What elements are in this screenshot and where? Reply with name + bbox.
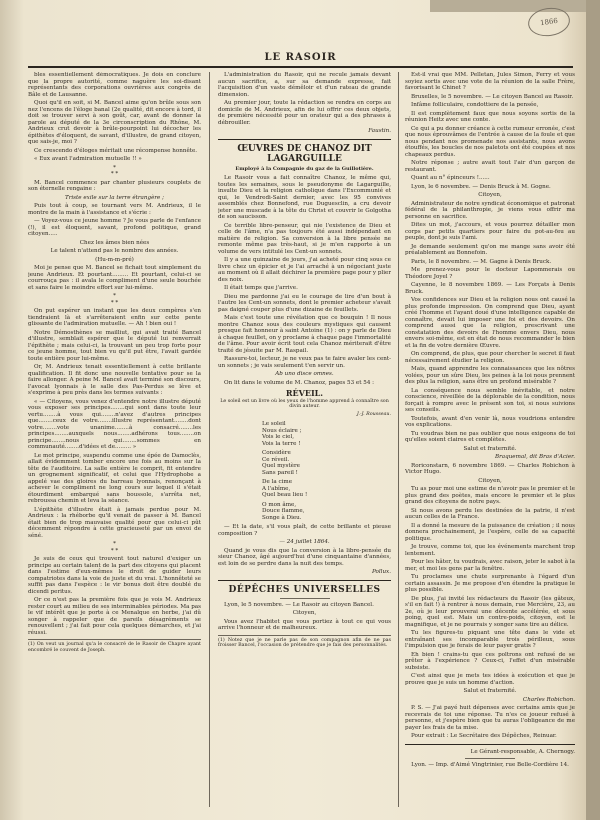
paragraph: « — Citoyens, vous venez d'entendre notre illustre député vous exposer ses principes........qui sont dans toute leur vertu........à vous qui........n'avez d'autres principes que........ceux de votre........illustre représentant........dont votre........vote unanime........à consacré........les principes........auxquels nous........adhérons tous........on principe........nous qui........sommes en communauté........d'idées et de......... » [28,398,201,450]
section-rule [218,580,391,581]
paragraph: Je trouve, comme toi, que les événements marchent trop lentement. [405,544,575,557]
article-title: ŒUVRES DE CHANOZ DIT LAGARGUILLE [237,143,372,164]
section-rule [405,744,575,745]
quote-attribution: (Hu-m-m-pré) [95,256,134,263]
paragraph: On lit dans le volume de M. Chanoz, pages 53 et 54 : [224,379,375,386]
paragraph: Mais c'est toute une révélation que ce bouquin ! Il nous montre Chanoz sous des couleurs mystiques qui causent presque fait honneur à saint Antoine (1) : on y parle de Dieu à chaque feuillet, on y proclame à chaque page l'immortalité de l'âme. Pour avoir écrit tout cela Chanoz mériterait d'être traité de jésuite par M. Raspail. [218,315,391,354]
poem-title: RÉVEIL. [285,388,324,398]
poem-line: A l'abîme, [262,485,291,492]
paragraph: Eh bien ! crains-tu que ces poltrons ont refusé de se prêter à l'expérience ? Ceux-ci, l'effet d'un misérable subsiste. [405,651,575,671]
signature: Faustin. [368,128,391,134]
paragraph: Il y a une quinzaine de jours, j'ai acheté pour cinq sous ce livre chez un épicier et je l'ai arraché à un négociant juste au moment où il allait déchirer la première page pour y plier des noix. [218,257,391,283]
paragraph: Tu voudras bien ne pas oublier que nous exigeons de toi qu'elles soient claires et complètes. [405,430,575,443]
paragraph: Quoi qu'il en soit, si M. Bancel aime qu'on brûle sous son nez l'encens de l'éloge banal (2e qualité, dit encore à tord, il doit se trouver servi à son goût, car, avant de donner la parole au député de la 3e circonscription du Rhône, M. Andrieux crut devoir à brûle-pourpoint lui décocher les épithètes d'éloquent, de savant, d'illustre, de grand citoyen, que sais-je, moi ? [28,100,201,145]
latin-quote: Ab uno disce omnes. [275,371,334,377]
paragraph: — Et la date, s'il vous plaît, de cette brillante et pieuse composition ? [218,524,391,537]
page-top-edge [430,0,600,12]
paragraph: M. Bancel commence par chanter plusieurs couplets de son éternelle rengaine : [28,179,201,192]
signature: Pollux. [371,569,391,576]
paragraph: Si nous avons perdu les destinées de la patrie, il n'est aucun celles de la France. [405,507,575,520]
paragraph: P. S. — J'ai payé huit dépenses avec certains amis que je recevrais de toi une réponse. Tu n'es ce joueur refusé à personne, et j'espère bien que tu auras l'obligeance de me payer les frais de ta mise. [405,705,575,731]
closing: Salut et fraternité. [463,688,517,694]
closing: Salut et fraternité. [463,445,517,452]
column-left [28,72,201,812]
masthead-title: LE RASOIR [264,52,337,63]
poem-line: Vois le ciel, [262,434,295,441]
printer-line: Lyon. — Imp. d'Aimé Vingtrinier, rue Belle-Cordière 14. [411,762,569,768]
paragraph: Me prenez-vous pour le docteur Lapommerais ou Théodore Joyel ? [405,267,575,280]
paragraph: Vos confidences sur Dieu et la religion nous ont causé la plus profonde impression. On comprend que Dieu, ayant créé l'homme et l'ayant doué d'une intelligence capable de connaître, devait lui imposer une foi et des devoirs. On comprend aussi que la religion, prescrivant une constatation des devoirs de l'homme envers Dieu, nous envers soi-même, est en état de nous recommander le bien et la fin de votre dernière Œuvre. [405,297,575,349]
poem-line: Sans pareil ! [262,469,298,476]
poem-line: Ce réveil. [262,456,290,463]
paragraph: Administrateur de notre syndicat économique et patronat fédéral de la philanthropie, je viens vous offrir ma personne en sacrifice. [405,200,575,220]
paragraph: Or ce n'est pas la première fois que je vois M. Andrieux rester court au milieu de ses interminables périodes. Ma pas le vif intérêt que je porte à ce Menalque en herbe, j'ai dû songer à rappeler que de pareils désagréments se renouvellent ; j'ai fait pour cela quelques démarches, et j'ai réussi. [28,597,201,636]
footer-rule [465,758,515,759]
article-subtitle: Employé à la Compagnie du gaz de la Guillotière. [235,165,374,172]
dispatch-heading: Lyon, le 6 novembre. — Denis Bruck à M. Gogne. [411,183,551,190]
poem-line: Quel mystère [262,463,300,470]
quote-line: Triste exile sur la terre étrangère ; [64,194,165,201]
signature: Charles Robichon. [522,696,575,703]
paragraph: Pour extrait : Le Secrétaire des Dépêches, Reinuar. [411,733,557,739]
dispatch-heading: Paris, le 8 novembre. — M. Gagne à Denis Bruck. [411,258,552,265]
poem-line: Vois la terre ! [262,440,301,447]
poem-stanza [262,502,391,522]
dispatch-heading: Lyon, le 5 novembre. — Le Rasoir au citoyen Bancel. [224,601,374,608]
poem-epigraph: Le soleil est un livre où les yeux de l'homme apprend à connaître son divin auteur. [220,398,389,410]
paragraph: Tu proclames une chute surprenante à l'égard d'un certain assassin. Je me propose d'en étendre la pratique le plus possible. [405,574,575,593]
paragraph: De plus, j'ai invité les rédacteurs du Rasoir (les gâteux, s'il en fait !) à rentrer à nous demain, rue Mercière, 23, au 2e, où je leur prouverai une décente accélérée, et sous poing, quel est. Mais un contre-poids, citoyen, est le magnifique, et je ne pourrais y songer sans tire au délice. [405,595,575,628]
paragraph: Pour les hâter, tu voudrais, avec raison, jeter le sabot à la mer, et moi les gens par la fenêtre. [405,559,575,572]
section-rule [218,139,391,140]
footnote: (1) Notez que je ne parle pas de son compagnon afin de ne pas froisser Bancel, l'occasion de prétendre que je fais des personnalités. [218,635,391,649]
paragraph: Moi je pense que M. Bancel se fichait tout simplement du jeune Andrieux. Et pourtant......... Et pourtant, celui-ci se courrouça pas : il avala le compliment d'une seule bouchée et sans faire le moindre effort sur lui-même. [28,265,201,291]
paragraph: La conséquence nous semble inévitable, et notre conscience, réveillée de la déplorable de la condition, nous forçait à rompre avec le présent son toi, si nous suivions ses conseils. [405,387,575,413]
quote-line: Le talent n'attend pas le nombre des années. [50,248,179,254]
dispatch-heading: Bruxelles, le 5 novembre. — Le citoyen Bancel au Rasoir. [411,93,574,100]
dispatch-heading: Cayenne, le 8 novembre 1869. — Les Forçats à Denis Bruck. [405,282,575,295]
masthead-rule [28,66,573,68]
paragraph: Il a donné la mesure de la puissance de création ; il nous donnera prochainement, je l'espère, celle de sa capacité politique. [405,522,575,542]
paragraph: Le mot principe, suspendu comme une épée de Damoclès, allait évidemment tomber encore une fois au moins sur la tête de l'auditoire. La salle entière le comprit, fit entendre un grognement significatif, et celui que l'Hydrophobe a appelé vae des gloires du barreau lyonnais, renonçant à achever le compliment ne long cours sur lequel il s'était étourdiment embarqué sans boussole, s'arrêta net, rebroussa chemin et leva la séance. [28,452,201,504]
poem-line: Nous éclaire ; [262,427,302,434]
paragraph: Au premier jour, toute la rédaction se rendra en corps au domicile de M. Andrieux, afin de lui offrir ces deux objets, de première nécessité pour un orateur qui a des phrases à débrouiller. [218,100,391,126]
paragraph: Mais, quand apprendre les connaissances que les nôtres volées, pour un sûre Dieu, les peines à la loi nous prennent des plus la religion, sans être un profond misérable ? [405,366,575,385]
paragraph: On comprend, de plus, que pour chercher le secret il faut nécessairement étudier la religion. [405,351,575,364]
poem-line: Quel beau lieu ! [262,492,308,499]
paragraph: bles essentiellement démocratiques. Je dois en conclure que la propre autorité, comme naguère les soi-disant représentants des corporations ouvrières aux congrès de Bâle et de Lausanne. [28,72,201,98]
column-divider [209,72,210,807]
paragraph: Je demande seulement qu'on me mange sans avoir été préalablement au Bonnefoin. [405,243,575,256]
paragraph: Toutefois, avant d'en venir là, nous voudrions entendre vos explications. [405,415,575,428]
paragraph: — Voyez-vous ce jeune homme ? Je vous parle de l'enfance (!), il est éloquent, savant, profond politique, grand citoyen..... [28,218,201,237]
paragraph: C'est ainsi que je mets tes idées à exécution et que je prouve que je suis un homme d'action. [405,673,575,686]
epigraph-signature: J.-J. Rousseau. [356,411,391,417]
paragraph: Il était temps que j'arrive. [224,285,298,291]
paragraph: Notre réponse ; autre avait tout l'air d'un garçon de restaurant. [405,160,575,173]
salutation: Citoyen, [478,477,502,484]
dispatch-heading: Roriconstarn, 6 novembre 1869. — Charles Robichon à Victor Hugo. [405,462,575,475]
footnote: (1) On veut un journal qu'a le consacré de le Rasoir de Chapre ayant encombré le couvent de Joseph. [28,639,201,653]
paragraph: Est-il vrai que MM. Pelletan, Jules Simon, Ferry et vous soyiez sortis avec une vote de la réunion de la salle Frère, favorisant le Chinet ? [405,72,575,91]
library-stamp: 1866 [526,5,571,39]
separator-star: * * * [110,541,119,554]
paragraph: Le Rasoir vous a fait connaître Chanoz, le même qui, toutes les semaines, sous le pseudonyme de Lagarguille, insulte Dieu et la religion catholique dans l'Excommunié et qui, le Vendredi-Saint dernier, avec les 95 convives assemblés chez Bonnefond, rue Duguesclin, a cru devoir jeter une muscade à la tête du Christ et couvrir le Golgotha de son saucisson. [218,175,391,220]
signature: Braquemal, dit Bras d'Acier. [495,454,575,460]
paragraph: Ce qui a pu donner créance à cette rumeur erronée, c'est que nous éprouvâmes de l'entrée à cause de la foule et que nous pendant nos promenade nos assistants, nous avons étouffés, les boucles de nos paletots ont été coupées et nos chapeaux perdus. [405,125,575,158]
poem-stanza [262,479,391,499]
column-divider [398,72,399,807]
paragraph: Rassure-toi, lecteur, je ne veux pas te faire avaler les cent-un sonnets ; je vais seulement t'en servir un. [218,356,391,369]
paragraph: Tu les figures-tu piquant une tête dans le vide et entraînant ses incomparable trois périlleux, sous l'impulsion que je ferais de leur payer gratis ? [405,630,575,649]
paragraph: L'administration du Rasoir, qui ne recule jamais devant aucun sacrifice, a, sur sa demande expresse, fait l'acquisition d'un vaste démêloir et d'un rateau de grande dimension. [218,72,391,98]
paragraph: Dieu me pardonne j'ai eu le courage de lire d'un bout à l'autre les Cent-un sonnets, dont le premier acheteur s'avait pas daigné couper plus d'une dizaine de feuillets. [218,293,391,313]
separator-star: * * * [110,293,119,306]
salutation: Citoyen, [478,192,502,198]
paragraph: Je suis de ceux qui trouvent tout naturel d'exiger un principe au certain talent de la part des citoyens qui placent dans l'estime d'eux-mêmes le droit de guider leurs compatriotes dans la voie de juste et du vrai. L'honnêteté se suffit pas dans l'espèce : le vir bonus doit être doublé du dicendi peritus. [28,556,201,595]
salutation: Citoyen, [292,610,317,617]
paragraph: Ce crescendo d'éloges méritait une récompense honnête. [34,147,198,154]
section-title: DÉPÊCHES UNIVERSELLES [228,584,381,595]
poem-stanza [262,450,391,476]
poem-date: — 24 juillet 1864. [279,539,330,546]
paragraph: Or, M. Andrieux tenait essentiellement à cette brillante qualification. Il fit donc une nouvelle tentative pour se la faire allonger. A peine M. Bancel avait terminé son discours, l'avocat lyonnais à le salle des Pas-Perdus se lève et s'exprime à peu près dans les termes suivants : [28,364,201,396]
paragraph: Ce terrible libre-penseur, qui nie l'existence de Dieu et celle de l'âme, n'a pas toujours été aussi indépendant en matière de religion. Sa conversion à la libre pensée ne remonte même pas très-haut, si je m'en rapporte à un volume de vers intitulé les Cent-un sonnets. [218,222,391,255]
poem-line: Considère [262,450,291,457]
paragraph: On put espérer un instant que les deux compères s'en tiendraient là et s'arrêteraient enfin sur cette pente glissante de l'admiration mutuelle. — Ah ! bien oui ! [28,308,201,327]
separator-star: * * * [110,164,119,177]
quote-line: Chez les âmes bien nées [79,239,150,246]
poem-line: Songe à Dieu. [262,514,302,521]
paragraph: Quand je vous dis que la conversion à la libre-pensée du sieur Chanoz, âgé aujourd'hui d'une cinquantaine d'années, est loin de se perdre dans la nuit des temps. [218,547,391,567]
paragraph: Il est complètement faux que nous soyons sortis de la réunion Heitz avec une conte. [405,110,575,123]
gerant-line: Le Gérant-responsable, A. Chernogy. [470,748,575,755]
paragraph: Puis tout à coup, se tournant vers M. Andrieux, il le montre de la main à l'assistance et s'écrie : [28,203,201,216]
paragraph: Dites un mot, j'accours, et vous pourrez détailler mon corps par petits quartiers pour faire du pot-au-feu au peuple, dont je suis l'ami. [405,222,575,241]
paragraph: Tu as pour moi une estime de n'avoir pas le premier et le plus grand des poètes, mais encore le premier et le plus grand des citoyens de notre pays. [405,486,575,505]
poem-line: De la cime [262,479,293,486]
page-right-edge [586,0,600,820]
poem-line: Douce flamme, [262,508,305,515]
paragraph: Infâme folliculaire, condottiere de la pensée, [411,102,539,108]
column-right [405,72,575,792]
paragraph: « Eux avant l'admiration mutuelle !! » [34,156,142,162]
paragraph: Notre Démosthènes se mailliut, qui avait traité Bancel d'illustre, semblait espérer que le député lui renverrait l'épithète ; mais celui-ci, la trouvant un peu trop forte pour ce jeune homme, tout bien vu qu'il put être, l'avait gardée toute entière pour lui-même. [28,329,201,362]
paragraph: Quant au n° épinceurs !...... [411,175,490,181]
paragraph: L'épithète d'illustre était à jamais perdue pour M. Andrieux : la rhéborbe qu'il venait de passer à M. Bancel était bien de trop mauvaise qualité pour que celui-ci pût décemment répondre à cette gracieuseté par un envoi de séné. [28,506,201,539]
column-middle [218,72,391,812]
poem-body [262,421,391,521]
paragraph: Vous avez l'habitet que vous portiez à tout ce qui vous arrive l'honneur et de malheureux. [218,618,391,632]
poem-line: Le soleil [262,421,286,428]
poem-stanza [262,421,391,447]
section-title-rule [280,598,330,599]
masthead [28,52,573,64]
poem-line: O mon âme, [262,501,297,508]
